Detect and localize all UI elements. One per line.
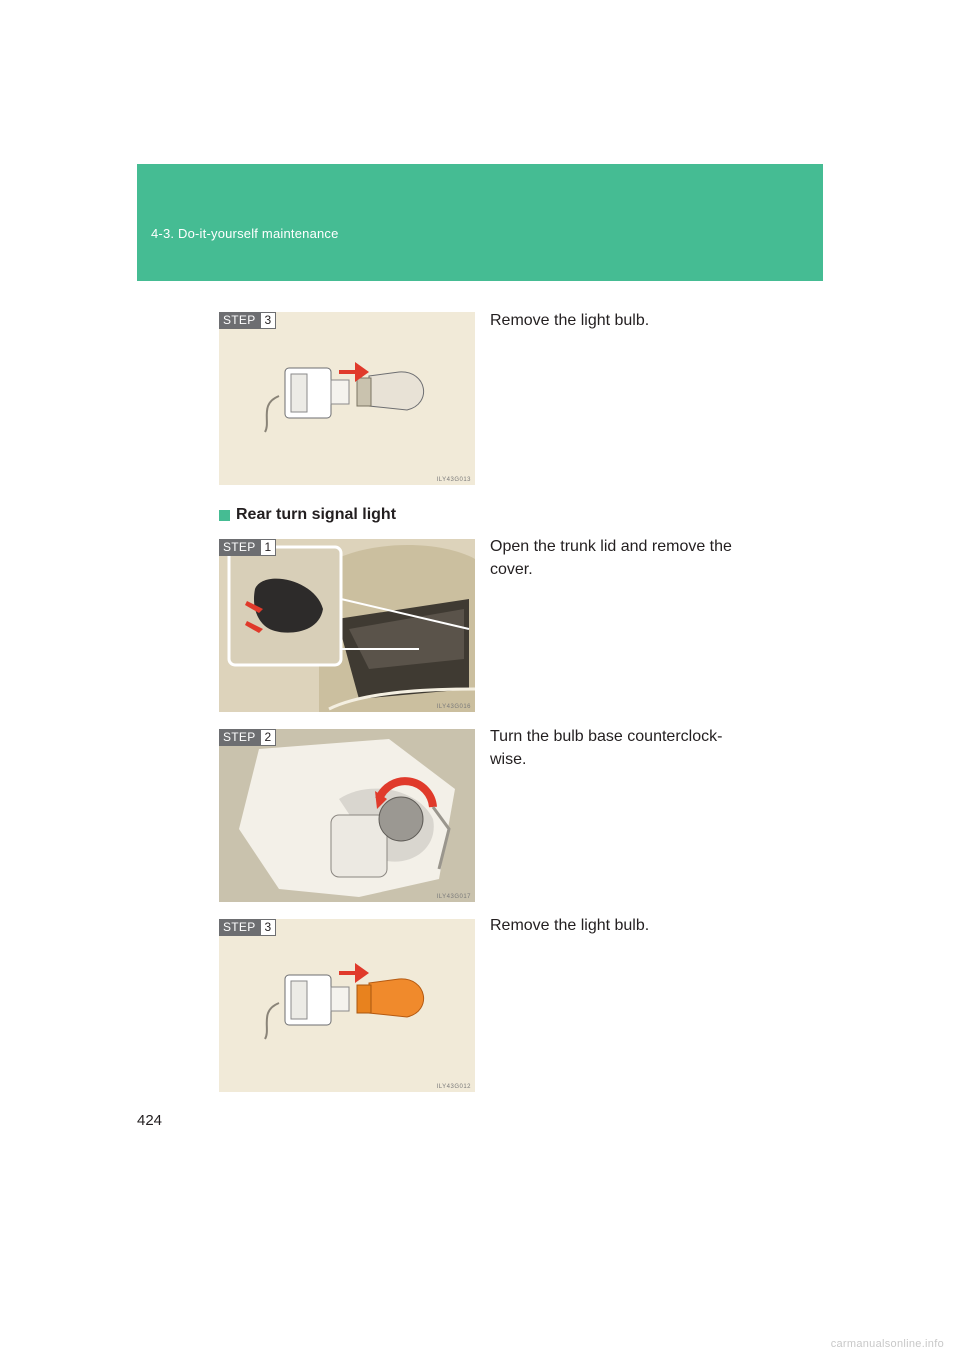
step-number: 3: [260, 312, 277, 329]
bulb-removal-illustration: [219, 312, 475, 485]
step-badge: [219, 729, 276, 746]
figure-code: ILY43G013: [436, 477, 471, 483]
section-header-band: [137, 164, 823, 281]
page-number: 424: [137, 1112, 163, 1129]
step-badge: [219, 312, 276, 329]
step-number: 1: [260, 539, 277, 556]
figure-code: ILY43G017: [436, 894, 471, 900]
figure-code: ILY43G012: [436, 1084, 471, 1090]
step-instruction: Remove the light bulb.: [490, 917, 650, 934]
watermark-text: carmanualsonline.info: [830, 1338, 944, 1350]
step-badge: [219, 919, 276, 936]
bulb-base-rotation-illustration: [219, 729, 475, 902]
step-number: 2: [260, 729, 277, 746]
square-bullet-icon: [219, 510, 230, 521]
step-number: 3: [260, 919, 277, 936]
step-label: STEP: [219, 312, 260, 329]
step-label: STEP: [219, 919, 260, 936]
subheading-text: Rear turn signal light: [236, 506, 397, 523]
step-instruction: Open the trunk lid and remove the cover.: [490, 538, 732, 578]
trunk-cover-illustration: [219, 539, 475, 712]
step-instruction: Turn the bulb base counterclock-wise.: [490, 728, 723, 768]
figure-remove-bulb-2: [219, 919, 475, 1092]
step-label: STEP: [219, 729, 260, 746]
section-title: 4-3. Do-it-yourself maintenance: [151, 226, 339, 241]
step-label: STEP: [219, 539, 260, 556]
figure-open-trunk: [219, 539, 475, 712]
amber-bulb-removal-illustration: [219, 919, 475, 1092]
figure-remove-bulb-1: [219, 312, 475, 485]
step-badge: [219, 539, 276, 556]
section-subheading: [219, 506, 396, 524]
figure-turn-bulb-base: [219, 729, 475, 902]
figure-code: ILY43G016: [436, 704, 471, 710]
step-instruction: Remove the light bulb.: [490, 312, 650, 329]
